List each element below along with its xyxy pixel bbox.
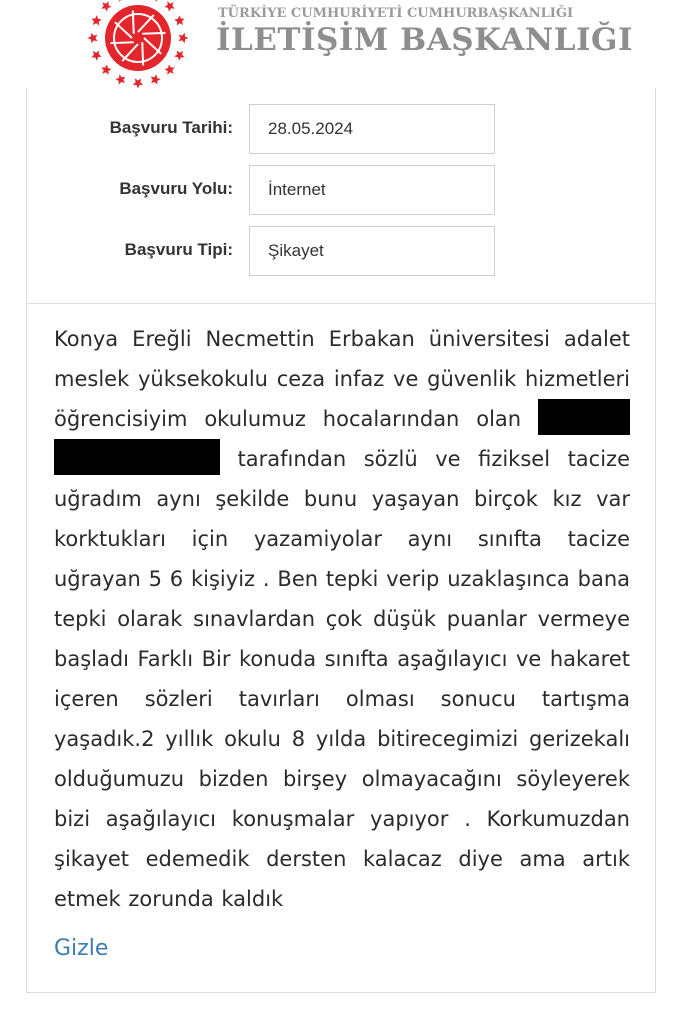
hide-text-link[interactable]: Gizle bbox=[54, 936, 109, 961]
application-type-field: Şikayet bbox=[249, 226, 495, 276]
complaint-text bbox=[54, 319, 630, 919]
org-subtitle: TÜRKİYE CUMHURİYETİ CUMHURBAŞKANLIĞI bbox=[218, 6, 574, 21]
complaint-text-part2: tarafından sözlü ve fiziksel tacize uğradım aynı şekilde bunu yaşayan birçok kız var korktukları için yazamiyolar aynı sınıfta tacize uğrayan 5 6 kişiyiz . Ben tepki verip uzaklaşınca bana tepki olarak sınavlardan çok düşük puanlar vermeye başladı Farklı Bir konuda sınıfta aşağılayıcı ve hakaret içeren sözleri tavırları olması sonucu tartışma yaşadık.2 yıllık okulu 8 yılda bitirecegimizi gerizekalı olduğumuzu bizden birşey olmayacağını söyleyerek bizi aşağılayıcı konuşmalar yapıyor . Korkumuzdan şikayet edemedik dersten kalacaz diye ama artık etmek zorunda kaldık bbox=[54, 447, 630, 911]
site-header bbox=[0, 0, 683, 90]
application-card bbox=[26, 88, 656, 993]
application-type-row bbox=[27, 226, 655, 276]
presidential-seal-icon bbox=[80, 0, 196, 90]
application-channel-row bbox=[27, 165, 655, 215]
application-date-row bbox=[27, 104, 655, 154]
redaction-block bbox=[538, 399, 630, 435]
application-channel-field: İnternet bbox=[249, 165, 495, 215]
application-date-field: 28.05.2024 bbox=[249, 104, 495, 154]
complaint-text-part1: Konya Ereğli Necmettin Erbakan üniversitesi adalet meslek yüksekokulu ceza infaz ve güvenlik hizmetleri öğrencisiyim okulumuz hocalarından olan bbox=[54, 327, 630, 431]
application-details bbox=[27, 88, 655, 304]
org-title: İLETİŞİM BAŞKANLIĞI bbox=[216, 22, 633, 58]
page-bottom bbox=[0, 993, 683, 1024]
redaction-block bbox=[54, 439, 220, 475]
application-date-label: Başvuru Tarihi: bbox=[109, 118, 233, 137]
application-channel-label: Başvuru Yolu: bbox=[119, 179, 233, 198]
application-type-label: Başvuru Tipi: bbox=[124, 240, 233, 259]
